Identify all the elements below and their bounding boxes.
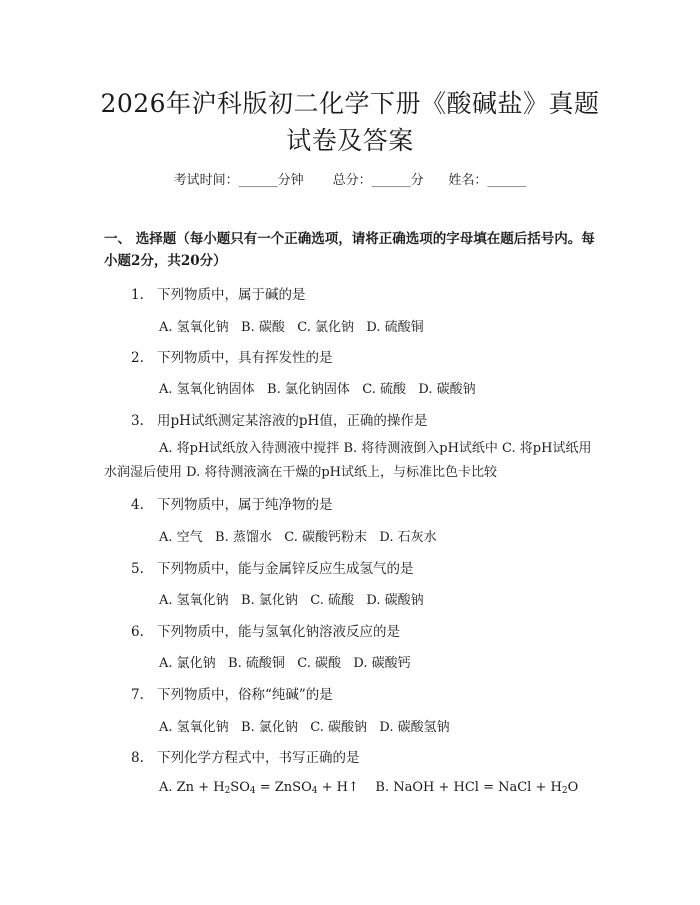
question-number: 4. (131, 497, 144, 513)
question-number: 2. (131, 350, 144, 366)
score-label: 总分：______分 (332, 173, 424, 188)
question-number: 1. (131, 287, 144, 303)
question-1-options: A. 氢氧化钠 B. 碳酸 C. 氯化钠 D. 硫酸铜 (159, 320, 424, 335)
question-text: 下列物质中，能与金属锌反应生成氢气的是 (157, 561, 414, 577)
question-text: 下列物质中，具有挥发性的是 (157, 350, 333, 366)
name-label: 姓名：______ (448, 173, 527, 188)
question-text: 下列物质中，俗称“纯碱”的是 (157, 687, 333, 703)
question-text: 下列物质中，属于纯净物的是 (157, 497, 333, 513)
page-title-line2: 试卷及答案 (286, 126, 414, 155)
question-text: 下列物质中，属于碱的是 (157, 287, 306, 303)
exam-meta (0, 169, 700, 188)
question-text: 用pH试纸测定某溶液的pH值，正确的操作是 (157, 413, 428, 429)
question-6 (131, 620, 591, 640)
question-4 (131, 493, 591, 513)
question-number: 8. (131, 750, 144, 766)
question-number: 3. (131, 413, 144, 429)
question-1 (131, 283, 591, 303)
question-7 (131, 683, 591, 703)
question-number: 6. (131, 624, 144, 640)
question-8-options (159, 780, 578, 796)
question-3 (131, 409, 591, 429)
question-text: 下列物质中，能与氢氧化钠溶液反应的是 (157, 624, 400, 640)
question-2-options: A. 氢氧化钠固体 B. 氯化钠固体 C. 硫酸 D. 碳酸钠 (159, 382, 476, 397)
question-text: 下列化学方程式中，书写正确的是 (157, 750, 360, 766)
section-heading: 一、 选择题（每小题只有一个正确选项，请将正确选项的字母填在题后括号内。每小题2分，共20分） (104, 231, 595, 269)
option-b-equation: B. NaOH + HCl = NaCl + $H_2O$ (375, 780, 579, 796)
page-title-line1: 2026年沪科版初二化学下册《酸碱盐》真题 (100, 89, 600, 118)
question-4-options: A. 空气 B. 蒸馏水 C. 碳酸钙粉末 D. 石灰水 (159, 530, 437, 545)
question-number: 7. (131, 687, 144, 703)
question-8 (131, 746, 591, 766)
question-6-options: A. 氯化钠 B. 硫酸铜 C. 碳酸 D. 碳酸钙 (159, 656, 411, 671)
question-7-options: A. 氢氧化钠 B. 氯化钠 C. 碳酸钠 D. 碳酸氢钠 (159, 720, 450, 735)
question-3-options: A. 将pH试纸放入待测液中搅拌 B. 将待测液倒入pH试纸中 C. 将pH试纸用水润湿后使用 D. 将待测液滴在干燥的pH试纸上，与标准比色卡比较 (104, 441, 592, 480)
question-2 (131, 346, 591, 366)
option-a-equation: A. $Zn + H_2SO_4$ = ZnSO$_4$ + H↑ (159, 780, 359, 796)
time-label: 考试时间：______分钟 (173, 173, 304, 188)
question-5-options: A. 氢氧化钠 B. 氯化钠 C. 硫酸 D. 碳酸钠 (159, 593, 424, 608)
question-5 (131, 557, 591, 577)
question-number: 5. (131, 561, 144, 577)
